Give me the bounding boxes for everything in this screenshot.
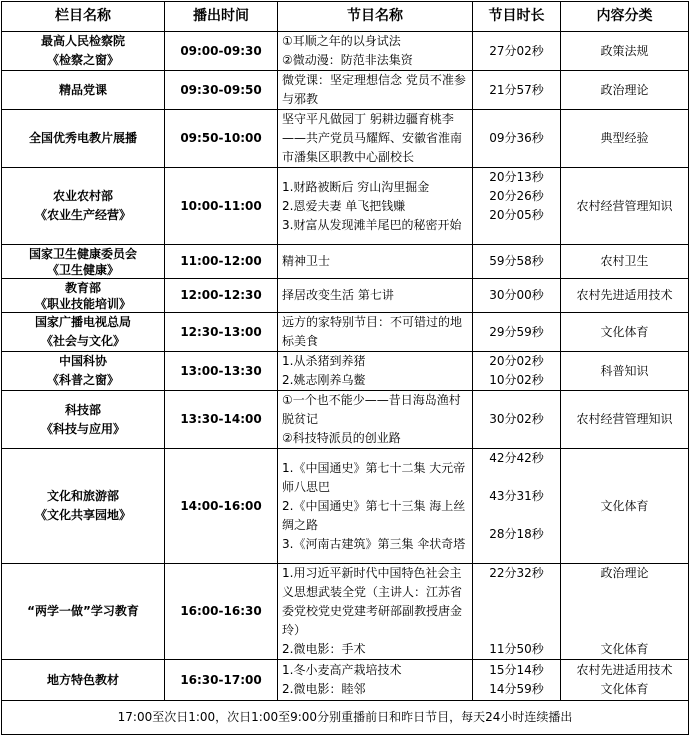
table-row xyxy=(2,449,689,564)
header-time: 播出时间 xyxy=(165,2,278,32)
duration-cell: 59分58秒 xyxy=(473,245,561,279)
duration-cell: 15分14秒 14分59秒 xyxy=(473,660,561,701)
column-name-cell: 中国科协 《科普之窗》 xyxy=(2,352,165,391)
header-category: 内容分类 xyxy=(561,2,689,32)
program-cell: ①一个也不能少——昔日海岛渔村脱贫记 ②科技特派员的创业路 xyxy=(278,391,473,449)
category-cell: 农村先进适用技术 xyxy=(561,279,689,313)
program-cell: 1.《中国通史》第七十二集 大元帝师八思巴 2.《中国通史》第七十三集 海上丝绸之路 3.《河南古建筑》第三集 伞状奇塔 xyxy=(278,449,473,564)
table-row xyxy=(2,564,689,660)
table-row xyxy=(2,660,689,701)
table-row xyxy=(2,71,689,110)
category-cell: 政治理论 xyxy=(561,71,689,110)
program-cell: 择居改变生活 第七讲 xyxy=(278,279,473,313)
header-program: 节目名称 xyxy=(278,2,473,32)
schedule-table xyxy=(1,1,689,735)
program-cell: 微党课：坚定理想信念 党员不准参与邪教 xyxy=(278,71,473,110)
category-cell: 文化体育 xyxy=(561,449,689,564)
air-time-cell: 11:00-12:00 xyxy=(165,245,278,279)
table-row xyxy=(2,32,689,71)
category-cell: 政治理论 文化体育 xyxy=(561,564,689,660)
duration-cell: 20分02秒 10分02秒 xyxy=(473,352,561,391)
program-cell: ①耳顺之年的以身试法 ②微动漫：防范非法集资 xyxy=(278,32,473,71)
program-cell: 1.从杀猪到养猪 2.姚志刚养乌鳖 xyxy=(278,352,473,391)
air-time-cell: 14:00-16:00 xyxy=(165,449,278,564)
air-time-cell: 10:00-11:00 xyxy=(165,168,278,245)
table-row xyxy=(2,245,689,279)
column-name-cell: 地方特色教材 xyxy=(2,660,165,701)
air-time-cell: 09:50-10:00 xyxy=(165,110,278,168)
column-name-cell: 科技部 《科技与应用》 xyxy=(2,391,165,449)
table-row xyxy=(2,352,689,391)
air-time-cell: 16:30-17:00 xyxy=(165,660,278,701)
footer-row xyxy=(2,701,689,735)
header-row xyxy=(2,2,689,32)
column-name-cell: “两学一做”学习教育 xyxy=(2,564,165,660)
column-name-cell: 精品党课 xyxy=(2,71,165,110)
category-cell: 农村先进适用技术 文化体育 xyxy=(561,660,689,701)
category-cell: 农村经营管理知识 xyxy=(561,391,689,449)
column-name-cell: 全国优秀电教片展播 xyxy=(2,110,165,168)
air-time-cell: 12:30-13:00 xyxy=(165,313,278,352)
duration-cell: 30分02秒 xyxy=(473,391,561,449)
air-time-cell: 12:00-12:30 xyxy=(165,279,278,313)
duration-cell: 20分13秒 20分26秒 20分05秒 xyxy=(473,168,561,245)
header-name: 栏目名称 xyxy=(2,2,165,32)
column-name-cell: 教育部 《职业技能培训》 xyxy=(2,279,165,313)
program-cell: 1.用习近平新时代中国特色社会主义思想武装全党（主讲人：江苏省委党校党史党建考研部副教授唐金玲） 2.微电影：手术 xyxy=(278,564,473,660)
duration-cell: 42分42秒 43分31秒 28分18秒 xyxy=(473,449,561,564)
air-time-cell: 13:00-13:30 xyxy=(165,352,278,391)
category-cell: 典型经验 xyxy=(561,110,689,168)
table-row xyxy=(2,168,689,245)
category-cell: 农村经营管理知识 xyxy=(561,168,689,245)
air-time-cell: 13:30-14:00 xyxy=(165,391,278,449)
rebroadcast-note: 17:00至次日1:00，次日1:00至9:00分别重播前日和昨日节目，每天24小时连续播出 xyxy=(2,701,689,735)
category-cell: 文化体育 xyxy=(561,313,689,352)
duration-cell: 09分36秒 xyxy=(473,110,561,168)
category-cell: 政策法规 xyxy=(561,32,689,71)
table-row xyxy=(2,313,689,352)
program-cell: 1.财路被断后 穷山沟里掘金 2.恩爱夫妻 单飞把钱赚 3.财富从发现滩羊尾巴的秘密开始 xyxy=(278,168,473,245)
duration-cell: 30分00秒 xyxy=(473,279,561,313)
table-row xyxy=(2,279,689,313)
category-cell: 农村卫生 xyxy=(561,245,689,279)
header-duration: 节目时长 xyxy=(473,2,561,32)
program-cell: 1.冬小麦高产栽培技术 2.微电影：睦邻 xyxy=(278,660,473,701)
column-name-cell: 国家广播电视总局 《社会与文化》 xyxy=(2,313,165,352)
program-cell: 精神卫士 xyxy=(278,245,473,279)
duration-cell: 29分59秒 xyxy=(473,313,561,352)
table-row xyxy=(2,391,689,449)
column-name-cell: 文化和旅游部 《文化共享园地》 xyxy=(2,449,165,564)
duration-cell: 27分02秒 xyxy=(473,32,561,71)
category-cell: 科普知识 xyxy=(561,352,689,391)
table-row xyxy=(2,110,689,168)
duration-cell: 21分57秒 xyxy=(473,71,561,110)
column-name-cell: 国家卫生健康委员会 《卫生健康》 xyxy=(2,245,165,279)
column-name-cell: 农业农村部 《农业生产经营》 xyxy=(2,168,165,245)
duration-cell: 22分32秒 11分50秒 xyxy=(473,564,561,660)
air-time-cell: 09:00-09:30 xyxy=(165,32,278,71)
air-time-cell: 09:30-09:50 xyxy=(165,71,278,110)
air-time-cell: 16:00-16:30 xyxy=(165,564,278,660)
program-cell: 远方的家特别节目：不可错过的地标美食 xyxy=(278,313,473,352)
column-name-cell: 最高人民检察院 《检察之窗》 xyxy=(2,32,165,71)
program-cell: 坚守平凡做园丁 躬耕边疆育桃李——共产党员马耀辉、安徽省淮南市潘集区职教中心副校长 xyxy=(278,110,473,168)
